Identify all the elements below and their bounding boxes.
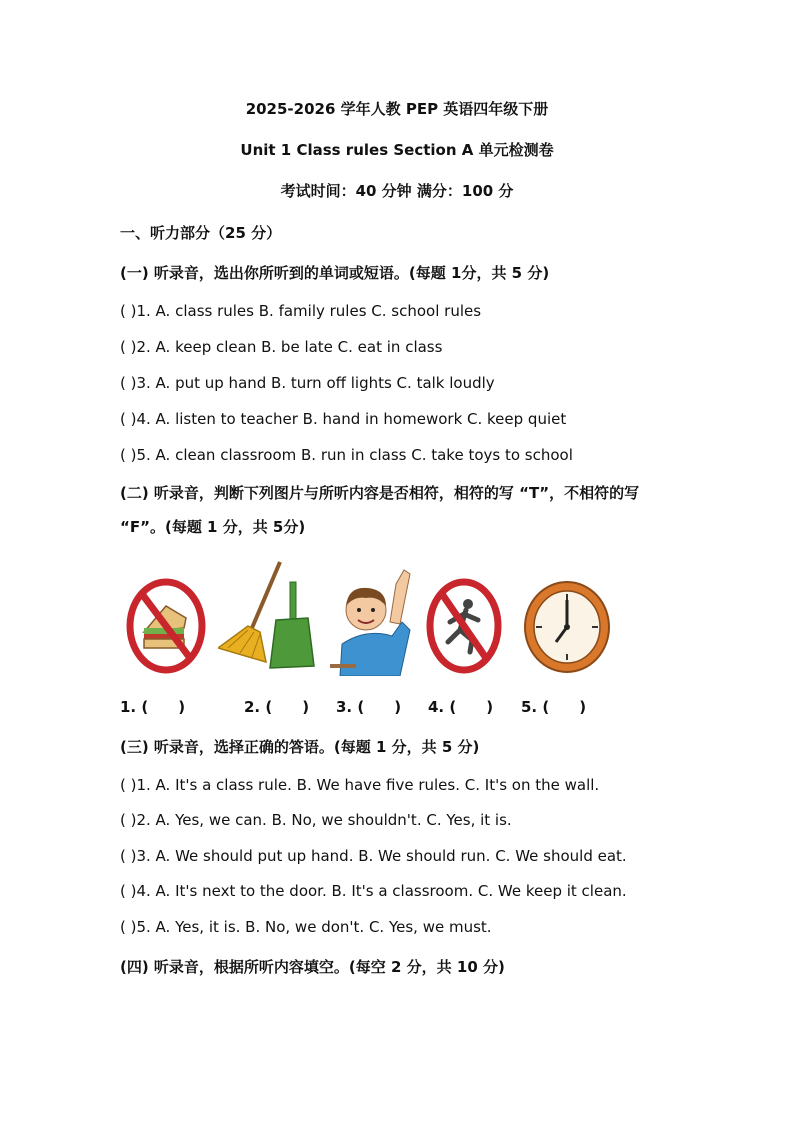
question-3-1: ( )1. A. It's a class rule. B. We have five rules. C. It's on the wall. bbox=[120, 776, 600, 794]
answer-blank-2[interactable]: 2. ( ) bbox=[244, 698, 310, 716]
boy-raising-hand-icon bbox=[330, 564, 416, 676]
section4-heading: (四) 听录音，根据所听内容填空。(每空 2 分，共 10 分) bbox=[120, 958, 505, 976]
question-3-4: ( )4. A. It's next to the door. B. It's a classroom. C. We keep it clean. bbox=[120, 882, 627, 900]
exam-info: 考试时间：40 分钟 满分：100 分 bbox=[280, 182, 514, 200]
exam-title: 2025-2026 学年人教 PEP 英语四年级下册 bbox=[245, 100, 549, 118]
answer-blank-5[interactable]: 5. ( ) bbox=[521, 698, 587, 716]
question-1-1: ( )1. A. class rules B. family rules C. school rules bbox=[120, 302, 482, 320]
section3-heading: (三) 听录音，选择正确的答语。(每题 1 分，共 5 分) bbox=[120, 738, 480, 756]
clock-icon bbox=[522, 580, 612, 674]
broom-dustpan-icon bbox=[218, 558, 318, 673]
question-3-5: ( )5. A. Yes, it is. B. No, we don't. C. Yes, we must. bbox=[120, 918, 492, 936]
no-running-sign-icon bbox=[424, 576, 504, 676]
question-1-4: ( )4. A. listen to teacher B. hand in homework C. keep quiet bbox=[120, 410, 567, 428]
section2-heading-line2: “F”。(每题 1 分，共 5分) bbox=[120, 518, 306, 536]
question-1-2: ( )2. A. keep clean B. be late C. eat in class bbox=[120, 338, 443, 356]
section1-heading: (一) 听录音，选出你所听到的单词或短语。(每题 1分，共 5 分) bbox=[120, 264, 550, 282]
answer-blank-4[interactable]: 4. ( ) bbox=[428, 698, 494, 716]
no-eating-sign-icon bbox=[124, 576, 208, 676]
picture-row bbox=[120, 558, 640, 688]
answer-blank-3[interactable]: 3. ( ) bbox=[336, 698, 402, 716]
part1-heading: 一、听力部分（25 分） bbox=[120, 224, 282, 242]
question-3-2: ( )2. A. Yes, we can. B. No, we shouldn't. C. Yes, it is. bbox=[120, 811, 512, 829]
answer-blank-1[interactable]: 1. ( ) bbox=[120, 698, 186, 716]
exam-subtitle: Unit 1 Class rules Section A 单元检测卷 bbox=[240, 141, 554, 159]
question-1-5: ( )5. A. clean classroom B. run in class C. take toys to school bbox=[120, 446, 573, 464]
question-3-3: ( )3. A. We should put up hand. B. We should run. C. We should eat. bbox=[120, 847, 627, 865]
question-1-3: ( )3. A. put up hand B. turn off lights C. talk loudly bbox=[120, 374, 495, 392]
section2-heading-line1: (二) 听录音，判断下列图片与所听内容是否相符，相符的写 “T”，不相符的写 bbox=[120, 484, 640, 502]
